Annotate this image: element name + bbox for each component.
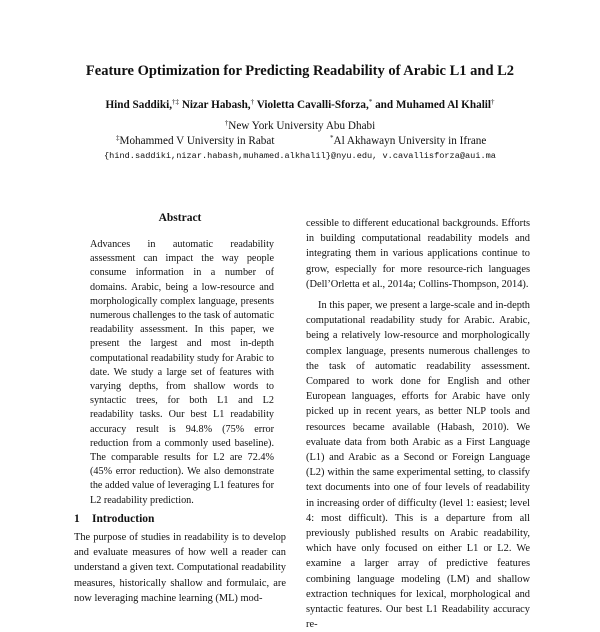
author-name: and Muhamed Al Khalil — [375, 99, 492, 111]
right-column-paragraph: cessible to different educational backgrounds. Efforts in building computational readability models and integrating them in various applications continue to grow, especially for more resource-rich languages (Dell’Orletta et al., 2014a; Collins-Thompson, 2014). — [306, 218, 530, 290]
affiliation-text: Mohammed V University in Rabat — [119, 135, 275, 147]
affiliation-text: New York University Abu Dhabi — [228, 120, 376, 132]
section-heading-introduction — [74, 513, 154, 525]
affiliation-text: Al Akhawayn University in Ifrane — [333, 135, 487, 147]
author-affiliation-mark: †‡ — [172, 98, 180, 106]
abstract-text: Advances in automatic readability assessment can impact the way people consume information in a number of domains. Arabic, being a low-resource and morphologically complex language, presents numerous challenges to the task of automatic readability assessment. In this paper, we present the largest and most in-depth computational readability study for Arabic to date. We study a large set of features with varying depths, from shallow words to syntactic trees, for both L1 and L2 readability tasks. Our best L1 readability accuracy result is 94.8% (75% error reduction from a commonly used baseline). The comparable results for L2 are 72.4% (45% error reduction). We also demonstrate the added value of leveraging L1 features for L2 readability prediction. — [90, 239, 274, 506]
author-emails: {hind.saddiki,nizar.habash,muhamed.alkhalil}@nyu.edu, v.cavallisforza@aui.ma — [104, 151, 496, 161]
author-affiliation-mark: † — [250, 98, 255, 106]
section-title: Introduction — [92, 513, 155, 525]
affiliation-nyu — [0, 119, 600, 133]
right-column-paragraph: In this paper, we present a large-scale and in-depth computational readability study for Arabic. Arabic, being a relatively low-resource and morphologically complex language, presents numerous challenges to the task of automatic readability assessment. Compared to work done for English and other European languages, efforts for Arabic have only picked up in recent years, as better NLP tools and resources became available (Habash, 2010). We evaluate data from both Arabic as a First Language (L1) and Arabic as a Second or Foreign Language (L2) within the same experimental setting, to classify text documents into one of four levels of readability in increasing order of difficulty (level 1: easiest; level 4: most difficult). This is a departure from all previously published results on Arabic readability, which have only focused on either L1 or L2. We examine a larger array of predictive features combining language modeling (LM) and shallow extraction techniques for lexical, morphological and syntactic features. Our best L1 Readability accuracy re- — [306, 300, 530, 631]
author-name: Violetta Cavalli-Sforza, — [256, 99, 369, 111]
paper-title: Feature Optimization for Predicting Readability of Arabic L1 and L2 — [85, 63, 515, 79]
section-number: 1 — [74, 513, 80, 525]
author-affiliation-mark: † — [491, 98, 495, 106]
author-name: Hind Saddiki, — [105, 99, 173, 111]
affiliation-rabat — [116, 134, 274, 148]
affiliation-ifrane — [330, 134, 486, 148]
abstract-heading: Abstract — [158, 212, 202, 224]
affiliation-mark: † — [224, 119, 229, 127]
author-affiliation-mark: * — [368, 98, 373, 106]
author-list — [0, 98, 600, 112]
introduction-paragraph: The purpose of studies in readability is to develop and evaluate measures of how well a reader can understand a given text. Computational readability measures, historically shallow and formulaic, are now leveraging machine learning (ML) mod- — [74, 532, 286, 604]
affiliation-mark: ‡ — [116, 134, 120, 142]
affiliation-mark: * — [330, 134, 334, 142]
author-name: Nizar Habash, — [181, 99, 251, 111]
